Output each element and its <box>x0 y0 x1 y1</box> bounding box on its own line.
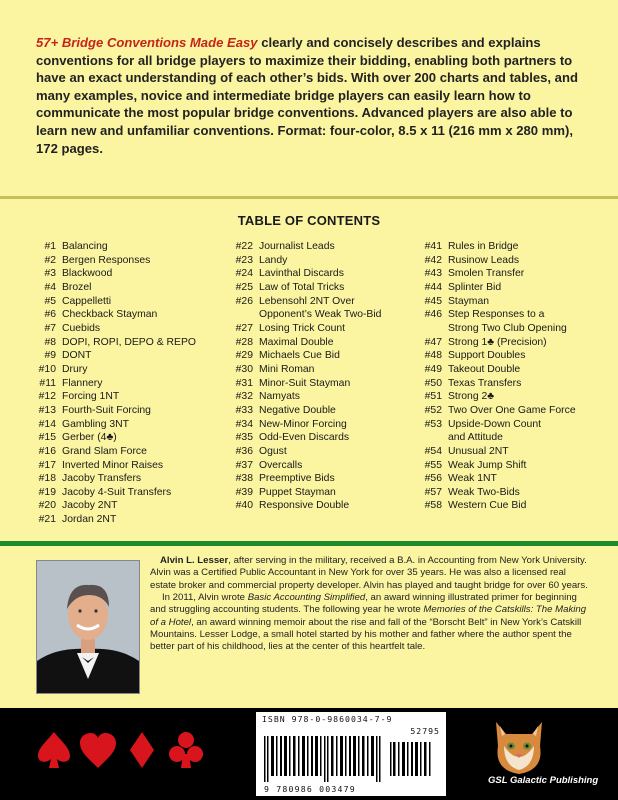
toc-item-number <box>418 322 442 336</box>
toc-item-number: #55 <box>424 459 442 471</box>
toc-item <box>418 254 576 268</box>
toc-item-number: #14 <box>38 418 56 430</box>
toc-item <box>229 281 381 295</box>
book-title-accounting: Basic Accounting Simplified <box>247 592 366 604</box>
toc-item-number: #40 <box>235 500 253 512</box>
toc-item-name: and Attitude <box>448 432 503 444</box>
toc-item-name: Drury <box>62 363 88 375</box>
description <box>36 34 588 157</box>
toc-item <box>229 295 381 309</box>
toc-item <box>229 336 381 350</box>
toc-item-name: Brozel <box>62 281 92 293</box>
toc-item-name: Namyats <box>259 391 300 403</box>
toc-item-name: Texas Transfers <box>448 377 522 389</box>
toc-item-number: #53 <box>424 418 442 430</box>
toc-item <box>418 363 576 377</box>
toc-item-name: Checkback Stayman <box>62 309 158 321</box>
toc-item <box>418 322 576 336</box>
toc-item <box>36 308 196 322</box>
toc-item-number: #21 <box>38 514 56 526</box>
toc-item-name: Michaels Cue Bid <box>259 350 340 362</box>
toc-item <box>36 499 196 513</box>
toc-item <box>229 404 381 418</box>
toc-item-number: #45 <box>424 295 442 307</box>
toc-item <box>229 459 381 473</box>
toc-item <box>229 390 381 404</box>
toc-item-name: Losing Trick Count <box>259 322 346 334</box>
toc-item-name: Puppet Stayman <box>259 486 336 498</box>
toc-item <box>229 254 381 268</box>
bio-text-1: , after serving in the military, received a B.A. in Accounting from New York University. Alvin was a Certified Public Accountant in New York for over 35 years. He was also a licensed real estate broker and commercial property developer. Alvin has played and taught bridge for over 60 years. <box>150 555 588 591</box>
toc-item <box>36 513 196 527</box>
toc-item-number: #25 <box>235 281 253 293</box>
toc-item-number: #48 <box>424 350 442 362</box>
toc-item <box>36 349 196 363</box>
toc-item <box>418 281 576 295</box>
toc-item <box>229 431 381 445</box>
toc-item-number: #42 <box>424 254 442 266</box>
toc-item-name: DONT <box>62 350 92 362</box>
toc-item <box>418 295 576 309</box>
toc-item-number: #7 <box>44 322 56 334</box>
diamond-icon <box>130 732 154 768</box>
toc-item-number: #49 <box>424 363 442 375</box>
toc-item-number: #12 <box>38 391 56 403</box>
toc-item <box>418 308 576 322</box>
toc-item-name: Maximal Double <box>259 336 334 348</box>
toc-item-name: Lavinthal Discards <box>259 268 344 280</box>
toc-item <box>229 472 381 486</box>
toc-item-name: Overcalls <box>259 459 303 471</box>
toc-item-name: Jacoby 2NT <box>62 500 118 512</box>
toc-item <box>418 499 576 513</box>
toc-item-name: Western Cue Bid <box>448 500 527 512</box>
toc-item-number <box>418 431 442 445</box>
toc-item-name: Opponent’s Weak Two-Bid <box>259 309 382 321</box>
toc-item-name: Flannery <box>62 377 103 389</box>
toc-item-number: #24 <box>235 268 253 280</box>
toc-item-name: DOPI, ROPI, DEPO & REPO <box>62 336 196 348</box>
bio-paragraph-2 <box>150 592 590 654</box>
author-bio <box>150 555 590 654</box>
toc-item-name: Responsive Double <box>259 500 350 512</box>
toc-item <box>418 486 576 500</box>
toc-item-name: Weak Jump Shift <box>448 459 527 471</box>
toc-item <box>229 445 381 459</box>
author-photo <box>36 560 140 694</box>
toc-item-number: #20 <box>38 500 56 512</box>
toc-item <box>418 240 576 254</box>
toc-item-number: #8 <box>44 336 56 348</box>
toc-item-name: Ogust <box>259 445 287 457</box>
bio-text-2c: , an award winning illustrated primer for beginning and struggling accounting students. The following year he wrote <box>150 592 577 616</box>
toc-item <box>418 349 576 363</box>
author-name: Alvin L. Lesser <box>160 555 229 566</box>
toc-item-name: Lebensohl 2NT Over <box>259 295 355 307</box>
toc-item-name: Two Over One Game Force <box>448 404 576 416</box>
toc-item-name: Strong 2♣ <box>448 391 495 403</box>
toc-item-name: Journalist Leads <box>259 241 335 252</box>
toc-item-number: #29 <box>235 350 253 362</box>
toc-title: TABLE OF CONTENTS <box>237 213 381 228</box>
book-title-memories: Memories of the Catskills: The Making of a Hotel <box>150 604 587 628</box>
toc-item-number: #44 <box>424 281 442 293</box>
toc-item-name: Step Responses to a <box>448 309 545 321</box>
toc-item-number: #50 <box>424 377 442 389</box>
toc-item-name: Jacoby Transfers <box>62 473 142 485</box>
toc-item <box>229 322 381 336</box>
bio-text-2e: , an award winning memoir about the rise and fall of the “Borscht Belt” in New York’s Catskill Mountains. Lesser Lodge, a small hotel started by his mother and father where the author spent the better part of his childhood, lies at the center of this heartfelt tale. <box>150 616 582 653</box>
toc-item-name: Takeout Double <box>448 363 521 375</box>
toc-item-name: Mini Roman <box>259 363 315 375</box>
toc-item-name: Forcing 1NT <box>62 391 120 403</box>
toc-item <box>418 418 576 432</box>
toc-item <box>36 445 196 459</box>
toc-item-name: Grand Slam Force <box>62 445 147 457</box>
toc-item <box>36 431 196 445</box>
price-code: 52795 <box>410 726 440 736</box>
toc-item-number: #31 <box>235 377 253 389</box>
toc-item-number: #13 <box>38 404 56 416</box>
toc-item-name: Negative Double <box>259 404 336 416</box>
toc-item-name: Stayman <box>448 295 490 307</box>
toc-item <box>36 254 196 268</box>
toc-item-number: #26 <box>235 295 253 307</box>
toc-item <box>229 363 381 377</box>
toc-item-name: Support Doubles <box>448 350 526 362</box>
toc-item-number: #23 <box>235 254 253 266</box>
toc-column-1 <box>36 240 196 527</box>
toc-item <box>229 418 381 432</box>
toc-item-name: Upside-Down Count <box>448 418 541 430</box>
toc-item-number: #19 <box>38 486 56 498</box>
toc-item-number: #18 <box>38 473 56 485</box>
toc-item-name: Jacoby 4-Suit Transfers <box>62 486 172 498</box>
toc-item <box>418 431 576 445</box>
toc-item <box>418 404 576 418</box>
toc-item <box>418 267 576 281</box>
toc-item-name: Bergen Responses <box>62 254 151 266</box>
toc-item-name: Cappelletti <box>62 295 112 307</box>
toc-item-number: #22 <box>235 241 253 252</box>
toc-item <box>229 349 381 363</box>
toc-item-name: Unusual 2NT <box>448 445 509 457</box>
toc-item-name: New-Minor Forcing <box>259 418 347 430</box>
toc-item <box>36 459 196 473</box>
toc-item <box>229 486 381 500</box>
toc-item-number: #9 <box>44 350 56 362</box>
toc-item-name: Rules in Bridge <box>448 241 519 252</box>
toc-item-number <box>229 308 253 322</box>
toc-item-number: #3 <box>44 268 56 280</box>
card-suits <box>36 730 206 770</box>
toc-item-name: Balancing <box>62 241 108 252</box>
toc-item-number: #46 <box>424 309 442 321</box>
toc-item <box>418 459 576 473</box>
toc-item <box>229 499 381 513</box>
toc-item-number: #4 <box>44 281 56 293</box>
toc-item <box>36 240 196 254</box>
toc-item-name: Weak 1NT <box>448 473 497 485</box>
toc-item-name: Rusinow Leads <box>448 254 520 266</box>
toc-item <box>36 390 196 404</box>
toc-item <box>36 322 196 336</box>
toc-item <box>36 281 196 295</box>
toc-item-name: Preemptive Bids <box>259 473 335 485</box>
toc-item-number: #51 <box>424 391 442 403</box>
toc-item-number: #56 <box>424 473 442 485</box>
toc-item-number: #52 <box>424 404 442 416</box>
isbn-number: 9 780986 003479 <box>264 784 356 794</box>
toc-item <box>36 418 196 432</box>
toc-item-number: #36 <box>235 445 253 457</box>
toc-item-name: Gambling 3NT <box>62 418 129 430</box>
toc-item <box>418 445 576 459</box>
toc-item-name: Cuebids <box>62 322 101 334</box>
toc-item <box>36 377 196 391</box>
toc-item-name: Landy <box>259 254 288 266</box>
toc-item-name: Splinter Bid <box>448 281 502 293</box>
toc-item-number: #37 <box>235 459 253 471</box>
toc-item-number: #30 <box>235 363 253 375</box>
toc-item-number: #58 <box>424 500 442 512</box>
toc-item-number: #10 <box>38 363 56 375</box>
toc-item <box>229 240 381 254</box>
toc-item <box>36 404 196 418</box>
toc-item-number: #15 <box>38 432 56 444</box>
toc-item-number: #38 <box>235 473 253 485</box>
toc-item-number: #11 <box>39 377 56 389</box>
club-icon <box>169 732 203 768</box>
toc-item-name: Smolen Transfer <box>448 268 525 280</box>
toc-item-name: Strong 1♣ (Precision) <box>448 336 547 348</box>
toc-item-number: #17 <box>38 459 56 471</box>
toc-item <box>36 472 196 486</box>
toc-item-number: #35 <box>235 432 253 444</box>
toc-item-name: Strong Two Club Opening <box>448 322 567 334</box>
toc-column-3 <box>418 240 576 513</box>
toc-item-number: #57 <box>424 486 442 498</box>
toc-item <box>229 267 381 281</box>
toc-item <box>418 472 576 486</box>
toc-item-number: #47 <box>424 336 442 348</box>
barcode-icon <box>262 736 440 782</box>
toc-item-number: #1 <box>44 241 56 252</box>
barcode-box <box>256 712 446 796</box>
toc-item <box>36 336 196 350</box>
toc-item-number: #34 <box>235 418 253 430</box>
toc-item-number: #5 <box>44 295 56 307</box>
heart-icon <box>80 733 116 768</box>
toc-item-number: #28 <box>235 336 253 348</box>
toc-item <box>418 336 576 350</box>
toc-item-name: Odd-Even Discards <box>259 432 350 444</box>
bio-text-2a: In 2011, Alvin wrote <box>162 592 248 604</box>
toc-item <box>418 390 576 404</box>
toc-item-number: #33 <box>235 404 253 416</box>
toc-item-name: Weak Two-Bids <box>448 486 520 498</box>
toc-item-name: Fourth-Suit Forcing <box>62 404 151 416</box>
toc-item <box>229 377 381 391</box>
description-text: clearly and concisely describes and explains conventions for all bridge players to maximize their bidding, enabling both partners to have an exact understanding of each other’s bids. With over 200 charts and tables, and many examples, novice and intermediate bridge players can easily learn how to communicate the most popular bridge conventions. Advanced players are also able to learn new and unfamiliar conventions. Format: four-color, 8.5 x 11 (216 mm x 280 mm), 172 pages. <box>36 35 578 156</box>
toc-item-number: #2 <box>44 254 56 266</box>
toc-item-number: #39 <box>235 486 253 498</box>
toc-item-name: Gerber (4♣) <box>62 432 117 444</box>
toc-item-name: Inverted Minor Raises <box>62 459 164 471</box>
toc-item <box>418 377 576 391</box>
toc-item-name: Blackwood <box>62 268 113 280</box>
toc-item <box>229 308 381 322</box>
bio-paragraph-1 <box>150 555 590 592</box>
toc-item-name: Minor-Suit Stayman <box>259 377 351 389</box>
divider <box>0 196 618 199</box>
toc-item <box>36 267 196 281</box>
toc-item-number: #41 <box>424 241 442 252</box>
toc-item-name: Law of Total Tricks <box>259 281 345 293</box>
spade-icon <box>38 732 70 768</box>
toc-item <box>36 486 196 500</box>
toc-item-number: #16 <box>38 445 56 457</box>
publisher-name: GSL Galactic Publishing <box>488 775 599 786</box>
toc-item-number: #43 <box>424 268 442 280</box>
book-title: 57+ Bridge Conventions Made Easy <box>36 35 258 50</box>
toc-item-number: #6 <box>44 309 56 321</box>
toc-item-number: #54 <box>424 445 442 457</box>
toc-item-number: #27 <box>235 322 253 334</box>
toc-item-name: Jordan 2NT <box>62 514 117 526</box>
toc-item-number: #32 <box>235 391 253 403</box>
isbn-text: ISBN 978-0-9860034-7-9 <box>262 714 393 724</box>
toc-item <box>36 363 196 377</box>
cat-logo-icon <box>486 712 552 778</box>
toc-item <box>36 295 196 309</box>
toc-column-2 <box>229 240 381 513</box>
